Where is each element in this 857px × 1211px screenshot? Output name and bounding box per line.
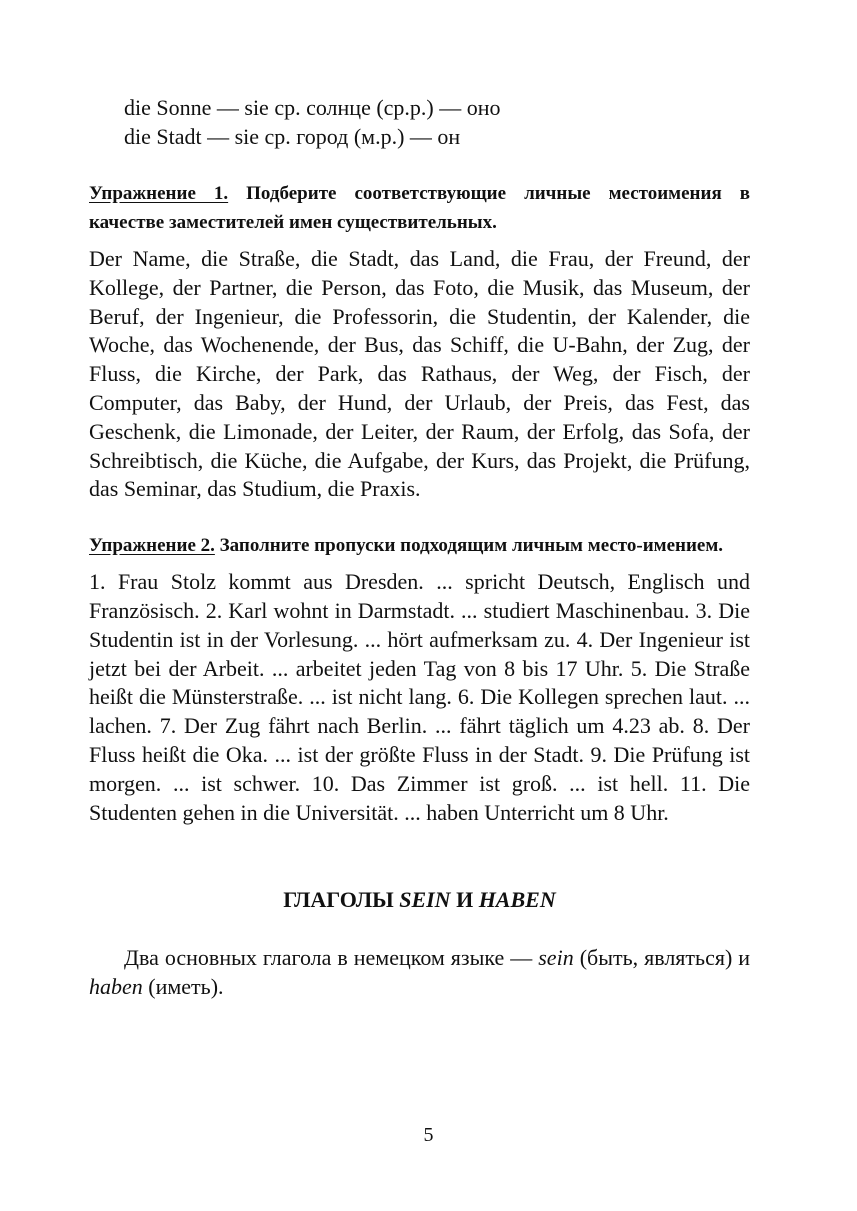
exercise-1-task <box>89 179 750 237</box>
exercise-1-label: Упражнение 1. <box>89 183 229 204</box>
section-title-verb-sein: SEIN <box>399 887 451 913</box>
section-title-verb-haben: HABEN <box>478 887 556 913</box>
example-line: die Sonne — sie ср. солнце (ср.р.) — оно <box>124 95 501 120</box>
section-title <box>89 885 750 914</box>
example-line: die Stadt — sie ср. город (м.р.) — он <box>124 124 461 149</box>
exercise-1-instruction: Подберите соответствующие личные местоимения в качестве заместителей имен существительных. <box>89 183 750 233</box>
exercise-2-label: Упражнение 2. <box>89 535 215 557</box>
intro-verb-haben: haben <box>89 974 143 1000</box>
page-content <box>89 93 750 1001</box>
section-title-prefix: ГЛАГОЛЫ <box>283 887 394 913</box>
exercise-2-task <box>89 531 750 560</box>
exercise-2-instruction: Заполните пропуски подходящим личным место-имением. <box>219 535 724 557</box>
intro-middle: (быть, являться) и <box>579 945 751 971</box>
exercise-1-text: Der Name, die Straße, die Stadt, das Land, die Frau, der Freund, der Kollege, der Partner, die Person, das Foto, die Musik, das Museum, der Beruf, der Ingenieur, die Professorin, die Studentin, der Kalender, die Woche, das Wochenende, der Bus, das Schiff, die U-Bahn, der Zug, der Fluss, die Kirche, der Park, das Rathaus, der Weg, der Fisch, der Computer, das Baby, der Hund, der Urlaub, der Preis, das Fest, das Geschenk, die Limonade, der Leiter, der Raum, der Erfolg, das Sofa, der Schreibtisch, die Küche, die Aufgabe, der Kurs, das Projekt, die Prüfung, das Seminar, das Studium, die Praxis. <box>89 246 750 502</box>
intro-paragraph <box>89 943 750 1001</box>
page-number: 5 <box>423 1124 434 1146</box>
intro-verb-sein: sein <box>538 945 574 971</box>
intro-before: Два основных глагола в немецком языке — <box>124 945 533 971</box>
section-title-conjunction: И <box>456 887 474 913</box>
exercise-2-text: 1. Frau Stolz kommt aus Dresden. ... spricht Deutsch, Englisch und Französisch. 2. Karl wohnt in Darmstadt. ... studiert Maschinenbau. 3. Die Studentin ist in der Vorlesung. ... hört aufmerksam zu. 4. Der Ingenieur ist jetzt bei der Arbeit. ... arbeitet jeden Tag von 8 bis 17 Uhr. 5. Die Straße heißt die Münsterstraße. ... ist nicht lang. 6. Die Kollegen sprechen laut. ... lachen. 7. Der Zug fährt nach Berlin. ... fährt täglich um 4.23 ab. 8. Der Fluss heißt die Oka. ... ist der größte Fluss in der Stadt. 9. Die Prüfung ist morgen. ... ist schwer. 10. Das Zimmer ist groß. ... ist hell. 11. Die Studenten gehen in die Universität. ... haben Unterricht um 8 Uhr. <box>89 569 750 825</box>
intro-after: (иметь). <box>148 974 224 1000</box>
